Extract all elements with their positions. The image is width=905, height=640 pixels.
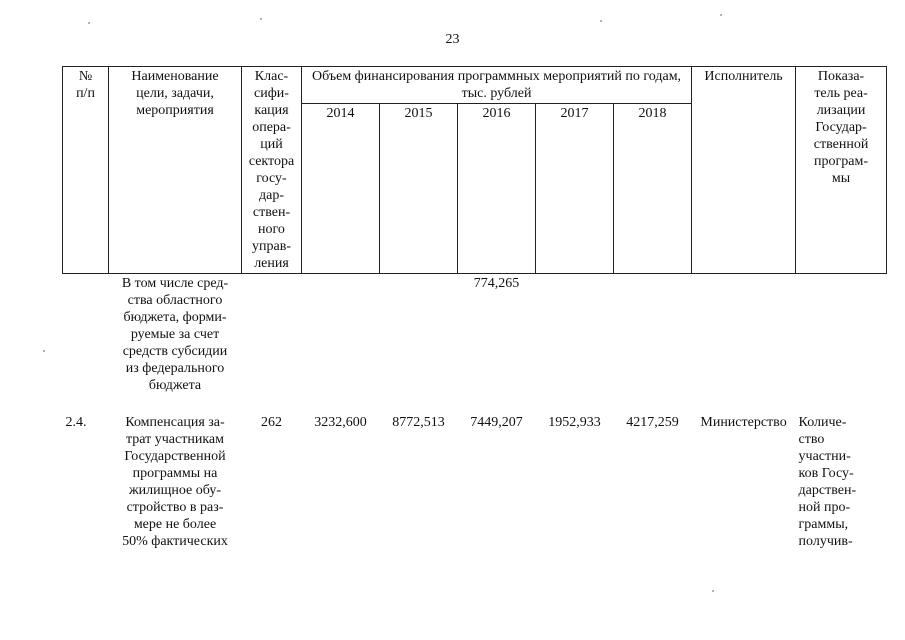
page-number: 23 bbox=[445, 32, 460, 47]
table-row bbox=[63, 413, 887, 551]
row-value-2016: 774,265 bbox=[473, 276, 520, 291]
row-value-2018 bbox=[614, 274, 692, 396]
header-funding: Объем финансирования программных мероприятий по годам, тыс. рублей bbox=[302, 67, 692, 104]
header-number: № п/п bbox=[63, 67, 109, 274]
scan-speck bbox=[43, 350, 45, 352]
header-classification: Клас- сифи- кация опера- ций сектора госу- дар- ствен- ного управ- ления bbox=[242, 67, 302, 274]
scan-speck bbox=[600, 20, 602, 22]
row-value-2016: 7449,207 bbox=[470, 415, 523, 430]
row-number bbox=[63, 274, 109, 396]
row-executor: Министерство bbox=[700, 415, 787, 430]
row-value-2014: 3232,600 bbox=[314, 415, 367, 430]
row-indicator bbox=[796, 274, 887, 396]
row-name: Компенсация за- трат участникам Государственной программы на жилищное обу- стройство в раз- мере не более 50% фактических bbox=[122, 415, 228, 549]
header-year-2018: 2018 bbox=[614, 104, 692, 274]
table-row bbox=[63, 274, 887, 396]
row-classification bbox=[242, 274, 302, 396]
header-year-2016: 2016 bbox=[458, 104, 536, 274]
scan-speck bbox=[720, 14, 722, 16]
row-value-2014 bbox=[302, 274, 380, 396]
header-name: Наименование цели, задачи, мероприятия bbox=[109, 67, 242, 274]
row-classification: 262 bbox=[261, 415, 282, 430]
row-executor bbox=[692, 274, 796, 396]
header-indicator: Показа- тель реа- лизации Государ- ственной програм- мы bbox=[796, 67, 887, 274]
header-year-2015: 2015 bbox=[380, 104, 458, 274]
row-indicator: Количе- ство участни- ков Госу- дарствен- ной про- граммы, получив- bbox=[798, 415, 857, 549]
scan-speck bbox=[260, 18, 262, 20]
row-number: 2.4. bbox=[65, 415, 87, 430]
header-year-2017: 2017 bbox=[536, 104, 614, 274]
financing-table bbox=[62, 66, 887, 551]
row-value-2015 bbox=[380, 274, 458, 396]
table-header bbox=[63, 67, 887, 274]
row-value-2017: 1952,933 bbox=[548, 415, 601, 430]
row-value-2017 bbox=[536, 274, 614, 396]
row-value-2015: 8772,513 bbox=[392, 415, 445, 430]
scan-speck bbox=[712, 590, 714, 592]
row-name: В том числе сред- ства областного бюджета, форми- руемые за счет средств субсидии из федерального бюджета bbox=[121, 276, 229, 393]
header-executor: Исполнитель bbox=[692, 67, 796, 274]
row-value-2018: 4217,259 bbox=[626, 415, 679, 430]
scan-speck bbox=[88, 22, 90, 24]
header-year-2014: 2014 bbox=[302, 104, 380, 274]
